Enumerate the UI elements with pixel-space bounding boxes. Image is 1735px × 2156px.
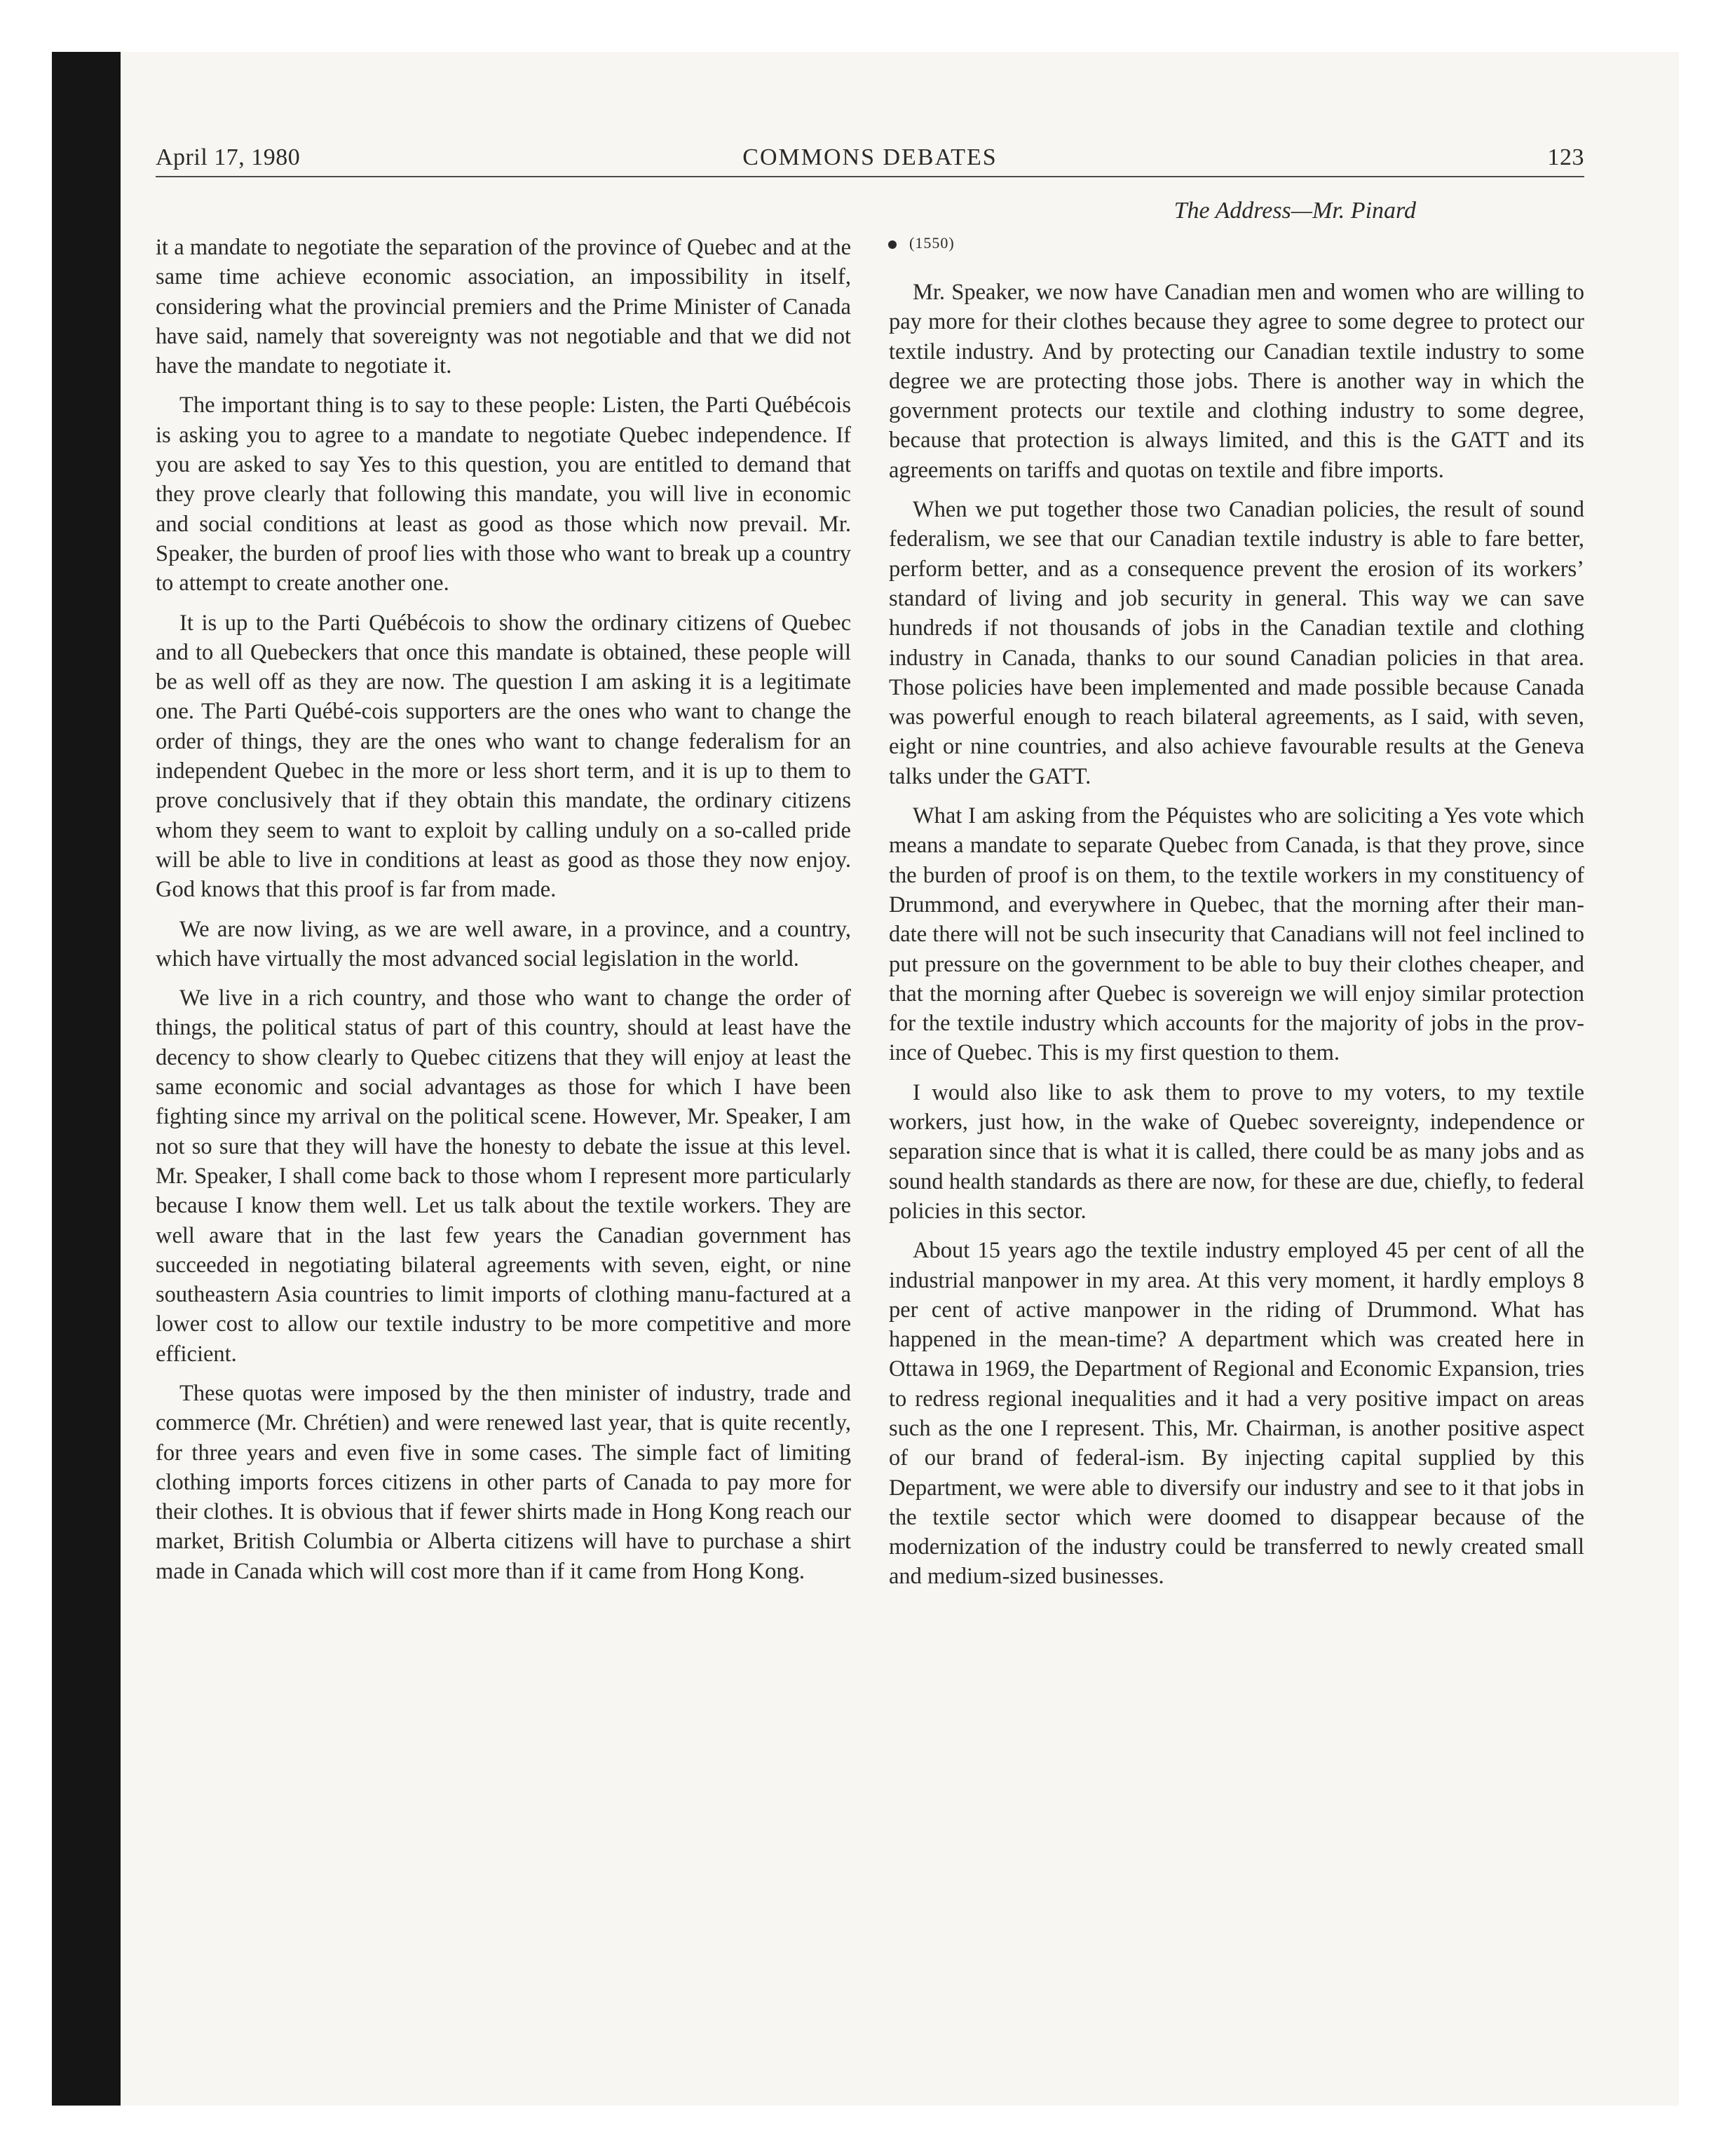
paragraph: Mr. Speaker, we now have Canadian men and women who are willing to pay more for their clothes because they agree to some degree to protect our textile industry. And by protecting our Canadian textile industry to some degree we are protecting those jobs. There is another way in which the government protects our textile and clothing industry to some degree, because that protection is always limited, and this is the GATT and its agreements on tariffs and quotas on textile and fibre imports. [889,280,1584,483]
paragraph: When we put together those two Canadian policies, the result of sound federalism, we see that our Canadian textile industry is able to fare better, perform better, and as a consequence prevent the erosion of its workers’ standard of living and job security in general. This way we can save hundreds if not thousands of jobs in the Canadian textile and clothing industry in Canada, thanks to our sound Canadian policies in that area. Those policies have been implemented and made possible because Canada was powerful enough to reach bilateral agreements, as I said, with seven, eight or nine countries, and also achieve favourable results at the Geneva talks under the GATT. [889,497,1584,789]
paragraph: We are now living, as we are well aware, in a province, and a country, which have virtually the most advanced social legislation in the world. [156,916,851,971]
header-publication: COMMONS DEBATES [742,144,998,170]
bullet-icon [888,240,897,249]
left-column [156,233,851,1596]
paragraph: We live in a rich country, and those who want to change the order of things, the political status of part of this country, should at least have the decency to show clearly to Quebec citizens that they will enjoy at least the same economic and social advantages as those for which I have been fighting since my arrival on the political scene. However, Mr. Speaker, I am not so sure that they will have the honesty to debate the issue at this level. Mr. Speaker, I shall come back to those whom I represent more particularly because I know them well. Let us talk about the textile workers. They are well aware that in the last few years the Canadian government has succeeded in negotiating bilateral agreements with seven, eight, or nine southeastern Asia countries to limit imports of clothing manu-factured at a lower cost to allow our textile industry to be more competitive and more efficient. [156,985,851,1367]
header-page-number: 123 [1547,144,1584,170]
paragraph: These quotas were imposed by the then minister of industry, trade and commerce (Mr. Chrétien) and were renewed last year, that is quite recently, for three years and even five in some cases. The simple fact of limiting clothing imports forces citizens in other parts of Canada to pay more for their clothes. It is obvious that if fewer shirts made in Hong Kong reach our market, British Columbia or Alberta citizens will have to purchase a shirt made in Canada which will cost more than if it came from Hong Kong. [156,1380,851,1584]
paragraph: It is up to the Parti Québécois to show the ordinary citizens of Quebec and to all Quebeckers that once this mandate is obtained, these people will be as well off as they are now. The question I am asking it is a legitimate one. The Parti Québé-cois supporters are the ones who want to change the order of things, they are the ones who want to change federalism for an independent Quebec in the more or less short term, and it is up to them to prove conclusively that if they obtain this mandate, the ordinary citizens whom they seem to want to exploit by calling unduly on a so-called pride will be able to live in conditions at least as good as those they now enjoy. God knows that this proof is far from made. [156,610,851,903]
paragraph: it a mandate to negotiate the separation of the province of Quebec and at the same time achieve economic association, an impossibility in itself, considering what the provincial premiers and the Prime Minister of Canada have said, namely that sovereignty was not negotiable and that we did not have the mandate to negotiate it. [156,235,851,379]
paragraph: The important thing is to say to these people: Listen, the Parti Québécois is asking you to agree to a mandate to negotiate Quebec independence. If you are asked to say Yes to this question, you are entitled to demand that they prove clearly that following this mandate, you will live in economic and social conditions at least as good as those which now prevail. Mr. Speaker, the burden of proof lies with those who want to break up a country to attempt to create another one. [156,393,851,596]
page-header [156,144,1584,177]
paragraph: What I am asking from the Péquistes who are soliciting a Yes vote which means a mandate to separate Quebec from Canada, is that they prove, since the burden of proof is on them, to the textile workers in my constituency of Drummond, and everywhere in Quebec, that the morning after their man-date there will not be such insecurity that Canadians will not feel inclined to put pressure on the government to be able to buy their clothes cheaper, and that the morning after Quebec is sovereign we will enjoy similar protection for the textile industry which accounts for the majority of jobs in the prov-ince of Quebec. This is my first question to them. [889,803,1584,1066]
right-column [889,278,1584,1602]
binding-edge-shadow [52,52,121,2106]
running-head: The Address—Mr. Pinard [1173,198,1416,224]
time-marker-text: (1550) [909,234,955,252]
header-date: April 17, 1980 [156,144,301,170]
header-rule [156,176,1584,177]
paragraph: About 15 years ago the textile industry employed 45 per cent of all the industrial manpower in my area. At this very moment, it hardly employs 8 per cent of active manpower in the riding of Drummond. What has happened in the mean-time? A department which was created here in Ottawa in 1969, the Department of Regional and Economic Expansion, tries to redress regional inequalities and it had a very positive impact on areas such as the one I represent. This, Mr. Chairman, is another positive aspect of our brand of federal-ism. By injecting capital supplied by this Department, we were able to diversify our industry and see to it that jobs in the textile sector which were doomed to disappear because of the modernization of the industry could be transferred to newly created small and medium-sized businesses. [889,1238,1584,1590]
time-marker [888,234,955,252]
paragraph: I would also like to ask them to prove to my voters, to my textile workers, just how, in the wake of Quebec sovereignty, independence or separation since that is what it is called, there could be as many jobs and as sound health standards as there are now, for these are due, chiefly, to federal policies in this sector. [889,1079,1584,1224]
